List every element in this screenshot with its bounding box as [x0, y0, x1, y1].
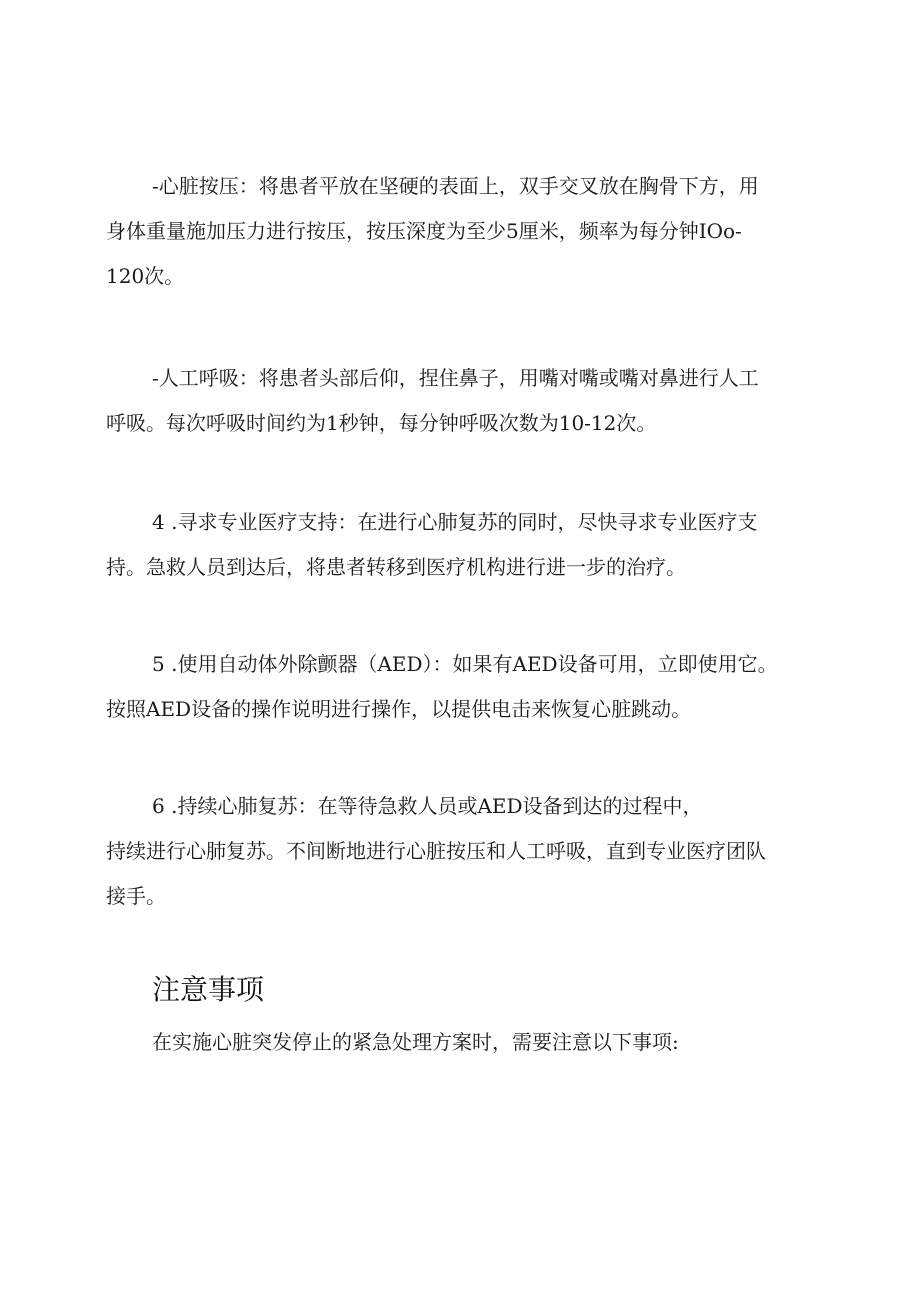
text-line: 120次。: [106, 264, 185, 288]
text-line: 持。急救人员到达后，将患者转移到医疗机构进行进一步的治疗。: [106, 555, 686, 579]
text-line: 呼吸。每次呼吸时间约为1秒钟，每分钟呼吸次数为10-12次。: [106, 411, 657, 435]
text-line: 身体重量施加压力进行按压，按压深度为至少5厘米，频率为每分钟IOo-: [106, 219, 742, 243]
text-line: 在实施心脏突发停止的紧急处理方案时，需要注意以下事项:: [152, 1030, 679, 1054]
text-line: 接手。: [106, 884, 166, 908]
text-line: 4 .寻求专业医疗支持：在进行心肺复苏的同时，尽快寻求专业医疗支: [152, 510, 758, 534]
section-intro-paragraph: [106, 1020, 846, 1065]
text-line: 按照AED设备的操作说明进行操作，以提供电击来恢复心脏跳动。: [106, 697, 692, 721]
section-heading: 注意事项: [152, 973, 265, 1006]
paragraph-rescue-breathing: [106, 356, 846, 446]
text-line: -心脏按压：将患者平放在坚硬的表面上，双手交叉放在胸骨下方，用: [152, 174, 759, 198]
text-line: 持续进行心肺复苏。不间断地进行心脏按压和人工呼吸，直到专业医疗团队: [106, 839, 766, 863]
paragraph-continue-cpr: [106, 784, 846, 919]
text-line: 6 .持续心肺复苏：在等待急救人员或AED设备到达的过程中，: [152, 794, 703, 818]
paragraph-use-aed: [106, 642, 846, 732]
paragraph-chest-compression: [106, 164, 846, 299]
paragraph-seek-medical-support: [106, 500, 846, 590]
text-line: -人工呼吸：将患者头部后仰，捏住鼻子，用嘴对嘴或嘴对鼻进行人工: [152, 366, 759, 390]
text-line: 5 .使用自动体外除颤器（AED）：如果有AED设备可用，立即使用它。: [152, 652, 778, 676]
